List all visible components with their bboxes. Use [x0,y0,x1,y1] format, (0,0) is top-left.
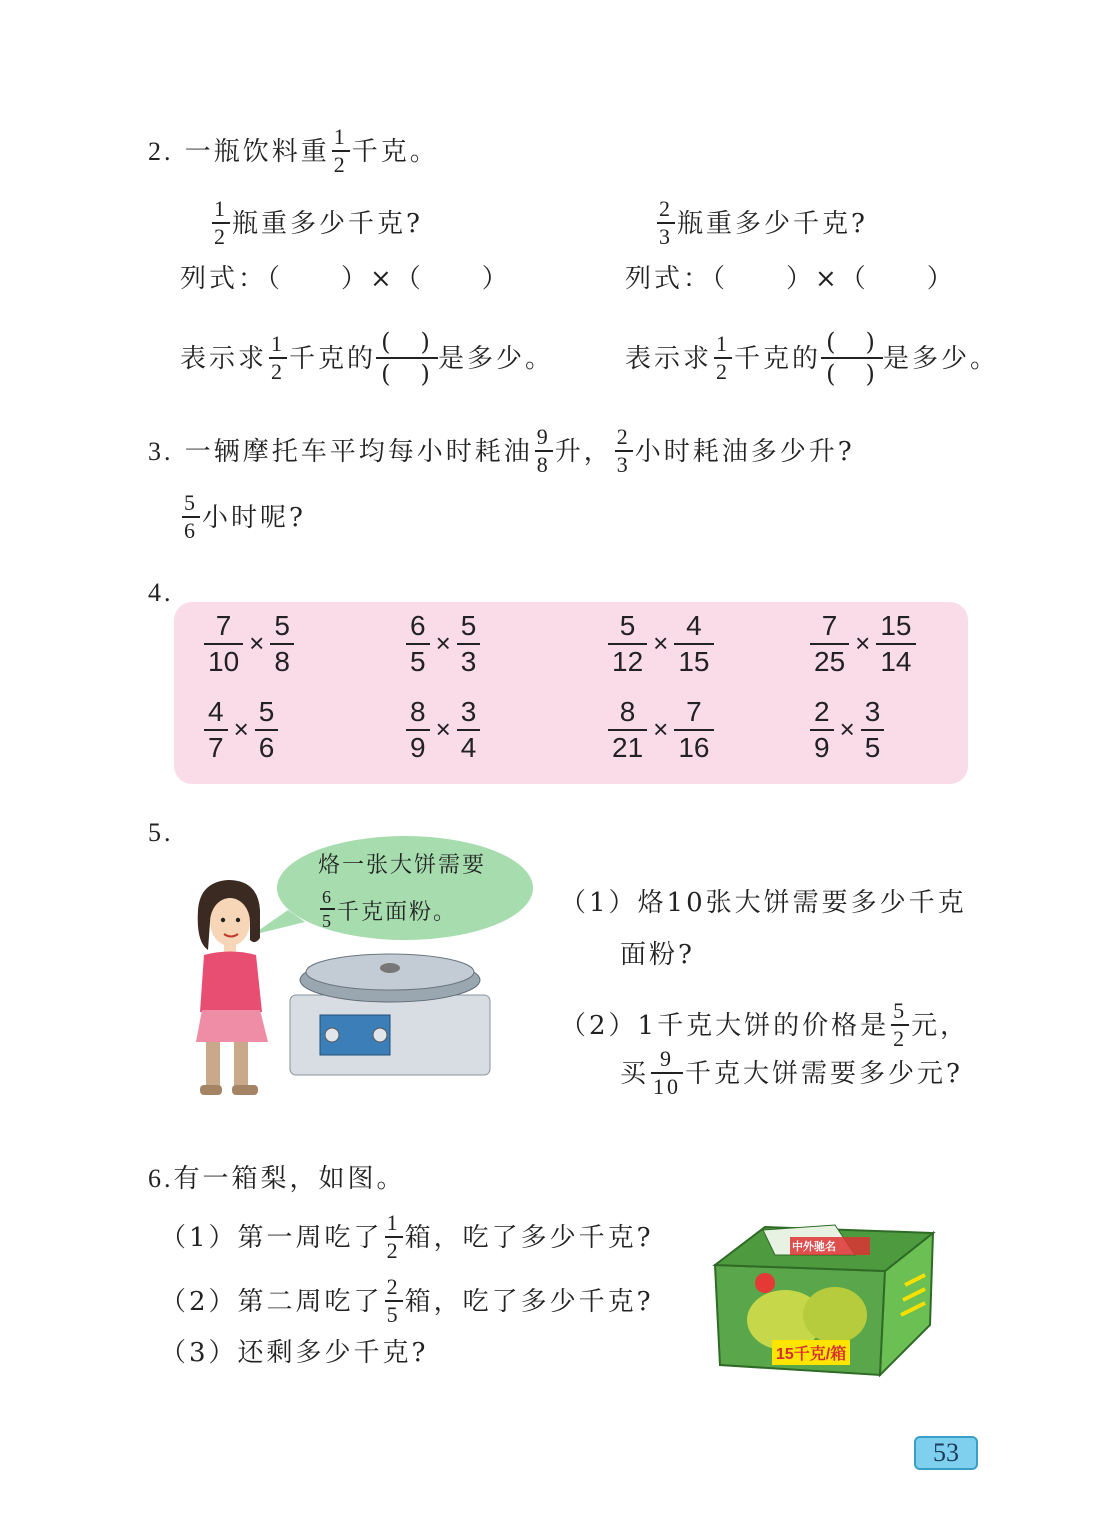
q5-price-fraction: $\frac{5}{2}$ [893,998,908,1051]
times-sign: × [233,714,249,745]
numerator: 8 [619,696,636,727]
times-sign: × [855,628,871,659]
q3-followup: $\frac{5}{6}$ 小时呢? [184,490,306,543]
denominator: 5 [864,731,881,763]
denominator: 9 [410,731,426,763]
numerator: 4 [208,696,224,727]
denominator: 4 [460,731,477,763]
times-sign: × [653,714,669,745]
q2-left-formula: 列式：（ ）×（ ） [180,264,511,294]
fraction-right [270,612,294,676]
denominator: 9 [814,731,830,763]
q2-number: 2. [148,136,174,166]
multiplication-expression [810,612,916,676]
q6-part3: （3）还剩多少千克? [160,1338,429,1368]
times-sign: × [249,628,265,659]
q2-left-explanation: 表示求 $\frac{1}{2}$ 千克的 ( ) ( ) 是多少。 [180,328,555,388]
box-brand-label: 中外驰名 [792,1241,836,1253]
fraction-left [608,612,647,676]
q3-number: 3. [148,436,174,466]
multiplication-expression [608,698,714,762]
fraction-left [406,612,430,676]
q5-part1-line1: （1）烙10张大饼需要多少千克 [560,888,967,918]
numerator: 7 [215,610,232,641]
q2-left-fraction: $\frac{1}{2}$ [214,196,228,249]
times-sign: × [653,628,669,659]
q4-number: 4. [148,578,174,607]
griddle-machine-icon [290,954,490,1075]
denominator: 6 [258,731,275,763]
fraction-right [674,612,713,676]
q2-stem-unit: 千克。 [351,136,439,167]
fraction-left [204,612,243,676]
numerator: 15 [880,610,912,641]
denominator: 3 [460,645,477,677]
q2-left-blank-fraction[interactable]: ( ) ( ) [376,330,438,386]
denominator: 15 [678,645,710,677]
q6-part1-fraction: $\frac{1}{2}$ [386,1210,401,1263]
fraction-left [608,698,647,762]
q2-right-blank-fraction[interactable]: ( ) ( ) [821,330,883,386]
q2-stem [148,124,439,178]
fraction-left [810,612,849,676]
q5-part2-line1: （2）1千克大饼的价格是 $\frac{5}{2}$ 元， [560,998,970,1051]
fraction-right [457,698,481,762]
woman-figure-icon [196,880,268,1095]
fraction-left [204,698,228,762]
q6-part2: （2）第二周吃了 $\frac{2}{5}$ 箱，吃了多少千克? [160,1274,654,1327]
multiplication-expression [608,612,714,676]
q3-fraction-3: $\frac{5}{6}$ [184,490,198,543]
q2-right-question: $\frac{2}{3}$ 瓶重多少千克? [659,196,868,249]
numerator: 7 [821,610,838,641]
fraction-right [457,612,481,676]
multiplication-expression [204,698,278,762]
bubble-line-2: $\frac{6}{5}$ 千克面粉。 [322,887,458,931]
fraction-left [406,698,430,762]
multiplication-expression [204,612,294,676]
denominator: 10 [208,645,240,677]
times-sign: × [839,714,855,745]
bubble-fraction: $\frac{6}{5}$ [322,887,333,931]
q2-right-expl-fraction: $\frac{1}{2}$ [716,331,731,384]
q3-stem: 3. 一辆摩托车平均每小时耗油 $\frac{9}{8}$ 升， $\frac{2}{3}$ 小时耗油多少升? [148,424,855,477]
numerator: 5 [274,610,290,641]
fraction-right [674,698,713,762]
q2-right-explanation: 表示求 $\frac{1}{2}$ 千克的 ( ) ( ) 是多少。 [625,328,1000,388]
numerator: 5 [619,610,636,641]
multiplication-expression [406,698,480,762]
page-number: 53 [914,1436,978,1470]
q3-fraction-1: $\frac{9}{8}$ [536,424,551,477]
times-sign: × [435,628,451,659]
multiplication-expression [406,612,480,676]
numerator: 8 [410,696,426,727]
q6-number: 6. [148,1164,174,1193]
denominator: 25 [814,645,846,677]
q4-expression-grid [174,602,968,784]
q2-left-expl-fraction: $\frac{1}{2}$ [271,331,286,384]
q2-right-formula: 列式：（ ）×（ ） [625,264,956,294]
q5-weight-fraction: $\frac{9}{10}$ [653,1046,682,1099]
multiplication-expression [810,698,884,762]
q2-stem-text: 一瓶饮料重 [184,136,330,167]
denominator: 8 [274,645,290,677]
numerator: 4 [686,610,702,641]
fraction-right [876,612,915,676]
denominator: 14 [880,645,912,677]
denominator: 16 [678,731,710,763]
q6-part2-fraction: $\frac{2}{5}$ [386,1274,401,1327]
q5-part2-line2: 买 $\frac{9}{10}$ 千克大饼需要多少元? [620,1046,963,1099]
fraction-left [810,698,834,762]
numerator: 2 [814,696,830,727]
times-sign: × [435,714,451,745]
q6-part1: （1）第一周吃了 $\frac{1}{2}$ 箱，吃了多少千克? [160,1210,654,1263]
q2-right-fraction: $\frac{2}{3}$ [659,196,673,249]
bubble-line-1: 烙一张大饼需要 [318,852,487,877]
denominator: 5 [410,645,426,677]
q5-number: 5. [148,818,174,847]
fraction-right [255,698,279,762]
denominator: 7 [208,731,224,763]
denominator: 12 [612,645,644,677]
denominator: 21 [612,731,644,763]
fraction-right [861,698,885,762]
q5-part1-line2: 面粉? [620,940,695,970]
q6-stem: 6.有一箱梨，如图。 [148,1164,406,1194]
numerator: 5 [258,696,275,727]
box-weight-label: 15千克/箱 [772,1340,850,1365]
numerator: 3 [864,696,881,727]
q3-fraction-2: $\frac{2}{3}$ [616,424,631,477]
numerator: 7 [686,696,702,727]
q2-stem-fraction: $\frac{1}{2}$ [333,124,348,177]
q2-left-question: $\frac{1}{2}$ 瓶重多少千克? [214,196,423,249]
numerator: 5 [460,610,477,641]
numerator: 3 [460,696,477,727]
numerator: 6 [410,610,426,641]
